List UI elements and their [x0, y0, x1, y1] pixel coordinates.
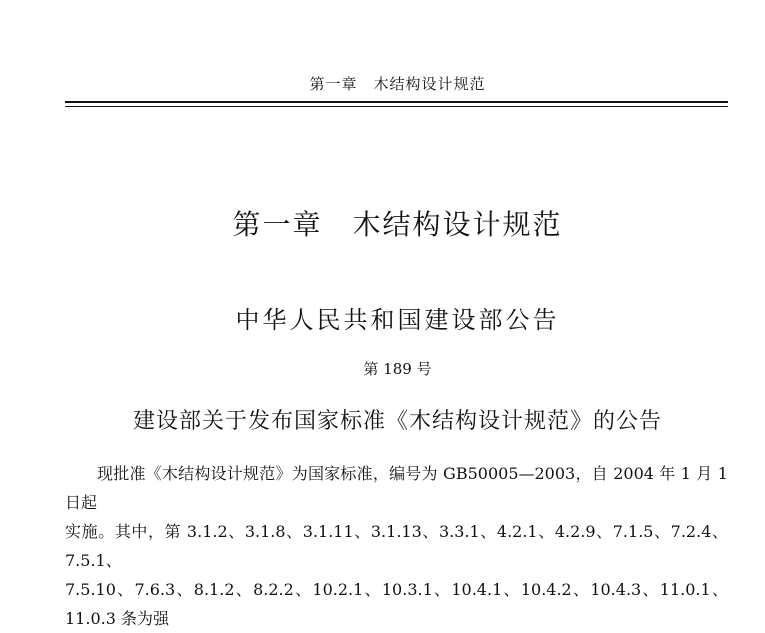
- chapter-title: 第一章 木结构设计规范: [232, 208, 563, 241]
- body-line-1: 现批准《木结构设计规范》为国家标准，编号为 GB50005—2003，自 2004 年 1 月 1 日起: [65, 464, 728, 512]
- body-paragraph: [65, 459, 728, 633]
- announcement-number: 第 189 号: [363, 360, 432, 378]
- body-line-3: 7.5.10、7.6.3、8.1.2、8.2.2、10.2.1、10.3.1、10.4.1、10.4.2、10.4.3、11.0.1、11.0.3 条为强: [65, 580, 728, 628]
- body-line-2: 实施。其中，第 3.1.2、3.1.8、3.1.11、3.1.13、3.3.1、4.2.1、4.2.9、7.1.5、7.2.4、7.5.1、: [65, 522, 728, 570]
- header-rule-thick: [65, 101, 728, 103]
- announcement-subject: 建设部关于发布国家标准《木结构设计规范》的公告: [132, 409, 662, 434]
- announcement-title: 中华人民共和国建设部公告: [235, 306, 560, 334]
- header-rule-thin: [65, 106, 728, 107]
- running-header: 第一章 木结构设计规范: [309, 75, 486, 93]
